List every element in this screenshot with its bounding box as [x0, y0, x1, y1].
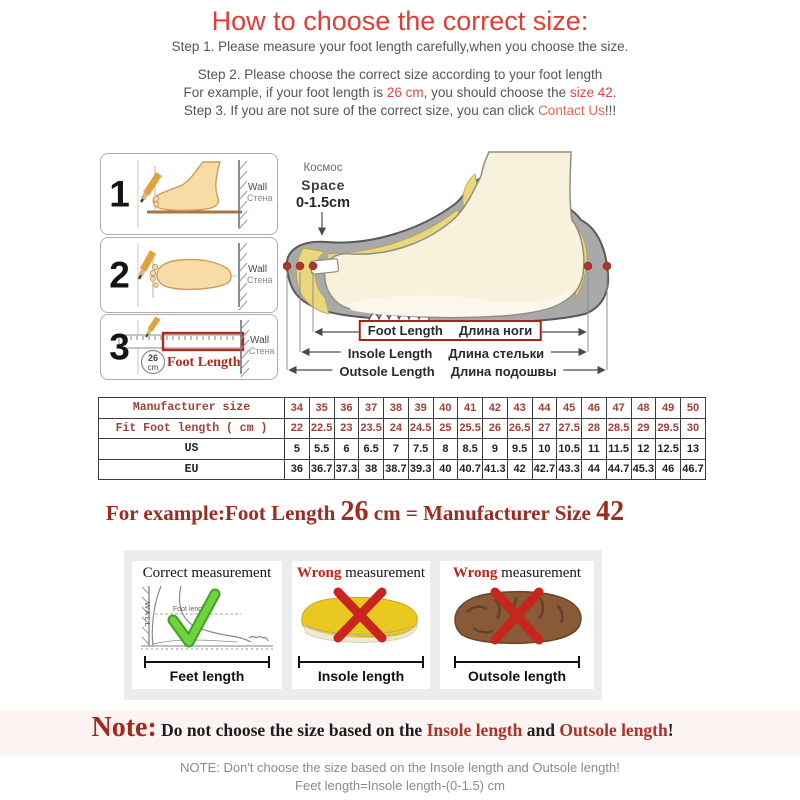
wall-vertical-label: WALL: [143, 602, 152, 629]
table-cell: 38.7: [384, 459, 409, 480]
table-row: [99, 418, 706, 439]
size-table-body: [99, 398, 706, 480]
table-cell: 23.5: [359, 418, 384, 439]
row-label: EU: [99, 459, 285, 480]
example-line: [0, 496, 730, 528]
toe-space-label: [286, 161, 360, 213]
step-2-example-post: .: [612, 85, 617, 100]
table-cell: 7: [384, 439, 409, 460]
table-cell: 10: [532, 439, 557, 460]
table-cell: 29: [631, 418, 656, 439]
table-cell: 5: [285, 439, 310, 460]
table-cell: 36.7: [309, 459, 334, 480]
correct-measure-graphic: [137, 584, 277, 654]
wall-graphic: [239, 243, 247, 310]
example-pre: For example:Foot Length: [105, 501, 341, 525]
table-cell: 46: [656, 459, 681, 480]
measure-panel-3: [100, 314, 278, 380]
example-mid: cm = Manufacturer Size: [368, 501, 597, 525]
note-post: !: [667, 720, 674, 740]
measure-line: [139, 654, 275, 668]
table-cell: 9: [483, 439, 508, 460]
title-word: Correct: [142, 565, 188, 581]
table-cell: 44.7: [606, 459, 631, 480]
table-cell: 47: [606, 398, 631, 419]
table-cell: 50: [681, 398, 706, 419]
note-line: [91, 712, 673, 744]
table-cell: 11.5: [606, 439, 631, 460]
table-cell: 8.5: [458, 439, 483, 460]
measure-panel-2: [100, 237, 278, 313]
table-cell: 42.7: [532, 459, 557, 480]
footer-note-line: NOTE: Don't choose the size based on the Insole length and Outsole length!: [180, 760, 620, 775]
panel-number: 1: [109, 173, 130, 215]
table-cell: 6: [334, 439, 359, 460]
table-cell: 12.5: [656, 439, 681, 460]
table-cell: 10.5: [557, 439, 582, 460]
wall-label-en: Wall: [248, 264, 268, 275]
step-2-example-pre: For example, if your foot length is: [183, 85, 387, 100]
table-cell: 41.3: [483, 459, 508, 480]
foot-length-highlight: 26 cm: [386, 85, 424, 100]
wall-graphic: [239, 160, 247, 229]
wall-label-ru: Стена: [247, 193, 273, 203]
dimension-ru: Длина стельки: [448, 346, 545, 361]
step-2-example-text: [0, 85, 800, 100]
step-3-text: [0, 103, 800, 118]
table-cell: 40: [433, 398, 458, 419]
badge-value: 26: [147, 353, 159, 363]
note-pre: Do not choose the size based on the: [156, 720, 427, 740]
dimension-en: Insole Length: [347, 346, 433, 361]
pencil-icon: [146, 318, 158, 337]
table-cell: 46: [582, 398, 607, 419]
row-label: US: [99, 439, 285, 460]
title-rest: measurement: [187, 565, 272, 581]
table-cell: 39: [408, 398, 433, 419]
table-cell: 13: [681, 439, 706, 460]
note-mid: and: [522, 720, 560, 740]
size-highlight: size 42: [569, 85, 613, 100]
table-cell: 24: [384, 418, 409, 439]
table-cell: 41: [458, 398, 483, 419]
table-cell: 44: [532, 398, 557, 419]
comparison-label: Outsole length: [468, 668, 566, 684]
example-size-value: 42: [596, 496, 625, 527]
table-cell: 42: [507, 459, 532, 480]
table-row: [99, 398, 706, 419]
measurement-comparison-strip: [124, 550, 602, 700]
wall-label-en: Wall: [248, 182, 268, 193]
comparison-title: [292, 561, 430, 584]
ruler-graphic: [119, 335, 241, 348]
table-cell: 25: [433, 418, 458, 439]
note-prefix: Note:: [91, 712, 157, 743]
table-cell: 34: [285, 398, 310, 419]
table-cell: 27: [532, 418, 557, 439]
row-label: Fit Foot length ( cm ): [99, 418, 285, 439]
table-cell: 24.5: [408, 418, 433, 439]
step-3-pre: Step 3. If you are not sure of the correct size, you can click: [183, 103, 539, 118]
table-cell: 48: [631, 398, 656, 419]
table-cell: 12: [631, 439, 656, 460]
table-cell: 5.5: [309, 439, 334, 460]
table-cell: 37: [359, 398, 384, 419]
outsole-graphic: [447, 584, 587, 654]
title-rest: measurement: [497, 565, 582, 581]
wall-label-ru: Стена: [249, 346, 275, 356]
table-cell: 11: [582, 439, 607, 460]
table-cell: 35: [309, 398, 334, 419]
table-cell: 45.3: [631, 459, 656, 480]
comparison-label: Feet length: [169, 668, 245, 684]
table-cell: 26.5: [507, 418, 532, 439]
note-outsole-highlight: Outsole length: [559, 720, 668, 740]
table-cell: 49: [656, 398, 681, 419]
table-cell: 28: [582, 418, 607, 439]
contact-us-link[interactable]: Contact Us: [538, 103, 605, 118]
table-cell: 28.5: [606, 418, 631, 439]
comparison-panel-outsole: [440, 561, 594, 689]
table-cell: 29.5: [656, 418, 681, 439]
footer-formula-line: Feet length=Insole length-(0-1.5) cm: [295, 778, 505, 793]
dimension-ru: Длина ноги: [458, 323, 533, 338]
dimension-label-insole-length: [341, 345, 551, 362]
table-cell: 22.5: [309, 418, 334, 439]
foot-and-leg: [325, 152, 584, 318]
table-cell: 43.3: [557, 459, 582, 480]
title-word: Wrong: [296, 565, 342, 581]
step-3-post: !!!: [604, 103, 617, 118]
table-cell: 22: [285, 418, 310, 439]
comparison-panel-insole: [292, 561, 430, 689]
dimension-ru: Длина подошвы: [450, 364, 557, 379]
wall-label-en: Wall: [250, 335, 270, 346]
space-label-ru: Космос: [303, 162, 343, 174]
table-row: [99, 459, 706, 480]
table-cell: 23: [334, 418, 359, 439]
inner-foot-length-label: Foot length: [173, 606, 209, 613]
table-cell: 44: [582, 459, 607, 480]
wall-label-ru: Стена: [247, 275, 273, 285]
title-rest: measurement: [341, 565, 426, 581]
row-label: Manufacturer size: [99, 398, 285, 419]
comparison-panel-correct: [132, 561, 282, 689]
dimension-en: Outsole Length: [339, 364, 435, 379]
table-cell: 9.5: [507, 439, 532, 460]
panel-number: 3: [109, 326, 130, 368]
measure-line: [293, 654, 429, 668]
table-cell: 30: [681, 418, 706, 439]
table-cell: 43: [507, 398, 532, 419]
table-cell: 25.5: [458, 418, 483, 439]
table-cell: 42: [483, 398, 508, 419]
table-cell: 7.5: [408, 439, 433, 460]
comparison-title: [132, 561, 282, 584]
title-word: Wrong: [452, 565, 498, 581]
table-cell: 6.5: [359, 439, 384, 460]
dimension-en: Foot Length: [367, 323, 443, 338]
note-insole-highlight: Insole length: [426, 720, 523, 740]
space-range: 0-1.5cm: [295, 195, 350, 212]
table-row: [99, 439, 706, 460]
insole-graphic: [292, 584, 432, 654]
example-foot-length-value: 26: [340, 496, 369, 527]
step-2-example-mid: , you should choose the: [423, 85, 570, 100]
table-cell: 37.3: [334, 459, 359, 480]
badge-unit: cm: [147, 363, 159, 372]
space-label-en: Space: [301, 176, 345, 193]
comparison-title: [440, 561, 594, 584]
table-cell: 38: [359, 459, 384, 480]
size-badge: [142, 351, 165, 374]
size-table: [98, 397, 706, 480]
table-cell: 27.5: [557, 418, 582, 439]
table-cell: 46.7: [681, 459, 706, 480]
foot-length-label: Foot Length: [167, 355, 241, 370]
step-2-text: Step 2. Please choose the correct size according to your foot length: [197, 67, 603, 82]
panel-number: 2: [109, 254, 130, 296]
measure-panel-1: [100, 153, 278, 235]
step-1-text: Step 1. Please measure your foot length carefully,when you choose the size.: [171, 39, 629, 54]
dimension-label-foot-length: [359, 320, 542, 341]
table-cell: 45: [557, 398, 582, 419]
table-cell: 38: [384, 398, 409, 419]
page-title: How to choose the correct size:: [211, 6, 589, 36]
table-cell: 40.7: [458, 459, 483, 480]
comparison-label: Insole length: [317, 668, 405, 684]
table-cell: 8: [433, 439, 458, 460]
table-cell: 40: [433, 459, 458, 480]
table-cell: 36: [334, 398, 359, 419]
measure-line: [449, 654, 585, 668]
table-cell: 39.3: [408, 459, 433, 480]
table-cell: 26: [483, 418, 508, 439]
table-cell: 36: [285, 459, 310, 480]
dimension-label-outsole-length: [332, 363, 563, 380]
